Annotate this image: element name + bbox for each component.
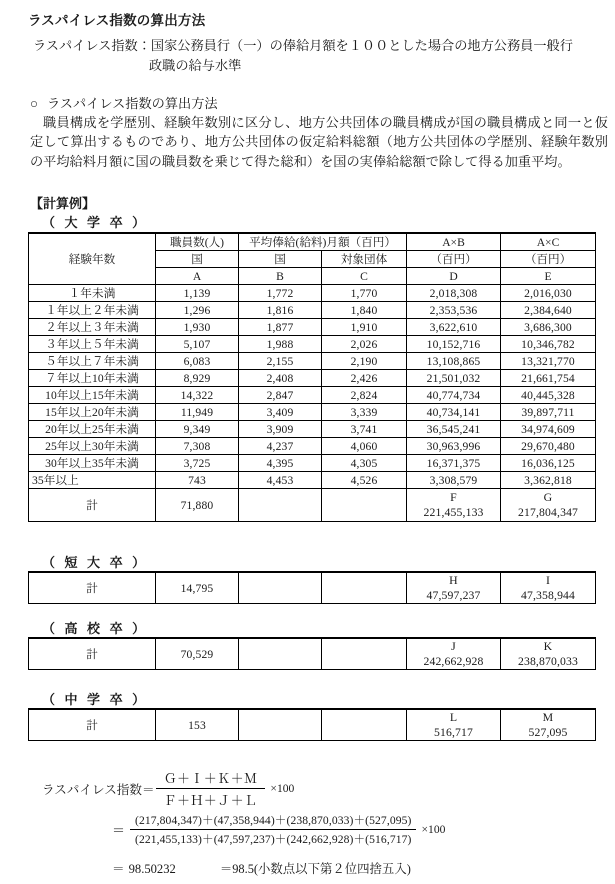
cell-e: 16,036,125 — [501, 455, 596, 472]
cell-c: 1,910 — [322, 319, 407, 336]
total-e-value: 527,095 — [528, 726, 568, 739]
cell-c: 2,190 — [322, 353, 407, 370]
cell-b: 4,395 — [239, 455, 322, 472]
cell-a: 7,308 — [156, 438, 239, 455]
total-d — [407, 572, 501, 604]
table-row — [29, 404, 596, 421]
cell-a: 9,349 — [156, 421, 239, 438]
header-col-a: A — [156, 268, 239, 285]
cell-e: 39,897,711 — [501, 404, 596, 421]
header-e-hyakuen: （百円） — [501, 251, 596, 268]
header-a-kuni: 国 — [156, 251, 239, 268]
group-label-junior-college: （ 短 大 卒 ） — [42, 556, 148, 571]
total-c-empty — [322, 572, 407, 604]
cell-e: 21,661,754 — [501, 370, 596, 387]
group-label-middle-school: （ 中 学 卒 ） — [42, 693, 148, 708]
cell-years: 25年以上30年未満 — [29, 438, 156, 455]
total-e-letter: I — [545, 573, 551, 587]
total-d-letter: H — [449, 573, 458, 587]
cell-a: 11,949 — [156, 404, 239, 421]
total-b-empty — [239, 489, 322, 522]
header-axc: A×C — [501, 233, 596, 251]
total-a: 153 — [156, 709, 239, 741]
cell-b: 1,816 — [239, 302, 322, 319]
table-university — [28, 232, 596, 522]
header-avg-salary: 平均俸給(給料)月額（百円） — [239, 233, 407, 251]
method-heading-text: ラスパイレス指数の算出方法 — [46, 96, 218, 111]
total-e — [501, 572, 596, 604]
cell-c: 1,770 — [322, 285, 407, 302]
cell-d: 21,501,032 — [407, 370, 501, 387]
table-row — [29, 387, 596, 404]
cell-d: 13,108,865 — [407, 353, 501, 370]
cell-years: １年以上２年未満 — [29, 302, 156, 319]
cell-c: 1,840 — [322, 302, 407, 319]
cell-a: 1,930 — [156, 319, 239, 336]
formula-fraction-symbols — [156, 768, 266, 809]
cell-b: 4,453 — [239, 472, 322, 489]
total-d — [407, 638, 501, 670]
table-row — [29, 336, 596, 353]
cell-b: 2,155 — [239, 353, 322, 370]
total-b-empty — [239, 572, 322, 604]
cell-d: 3,622,610 — [407, 319, 501, 336]
total-d-letter: F — [450, 490, 457, 504]
cell-e: 13,321,770 — [501, 353, 596, 370]
total-e-value: 47,358,944 — [520, 589, 576, 602]
total-label: 計 — [29, 572, 156, 604]
page-title: ラスパイレス指数の算出方法 — [28, 13, 206, 29]
cell-c: 2,824 — [322, 387, 407, 404]
total-b-empty — [239, 638, 322, 670]
table-row — [29, 370, 596, 387]
formula-denominator-symbols: Ｆ＋Ｈ＋Ｊ＋Ｌ — [163, 793, 258, 808]
cell-years: 10年以上15年未満 — [29, 387, 156, 404]
cell-c: 3,339 — [322, 404, 407, 421]
cell-b: 1,988 — [239, 336, 322, 353]
header-b-kuni: 国 — [239, 251, 322, 268]
bullet-circle-icon: ○ — [30, 96, 38, 111]
definition-line-2: 政職の給与水準 — [149, 58, 242, 73]
total-e-letter: G — [543, 490, 553, 504]
header-c-taisho: 対象団体 — [322, 251, 407, 268]
total-label: 計 — [29, 638, 156, 670]
cell-a: 14,322 — [156, 387, 239, 404]
cell-a: 3,725 — [156, 455, 239, 472]
cell-years: ２年以上３年未満 — [29, 319, 156, 336]
cell-e: 3,686,300 — [501, 319, 596, 336]
method-body-text: 職員構成を学歴別、経験年数別に区分し、地方公共団体の職員構成が国の職員構成と同一と仮定して算出するものであり、地方公共団体の仮定給料総額（地方公共団体の学歴別、経験年数別の平均給料月額に国の職員数を乗じて得た総和）を国の実俸給総額で除して得る加重平均。 — [30, 115, 608, 169]
cell-years: ３年以上５年未満 — [29, 336, 156, 353]
header-col-b: B — [239, 268, 322, 285]
cell-years: １年未満 — [29, 285, 156, 302]
table-junior-college — [28, 571, 596, 604]
result-rounded: ＝98.5(小数点以下第２位四捨五入) — [219, 862, 411, 876]
table-middle-school — [28, 708, 596, 741]
table-row — [29, 285, 596, 302]
cell-c: 4,060 — [322, 438, 407, 455]
total-d-value: 47,597,237 — [426, 589, 481, 602]
total-d — [407, 709, 501, 741]
formula-equals-sign: ＝ — [112, 823, 126, 838]
cell-a: 1,139 — [156, 285, 239, 302]
table-row — [29, 455, 596, 472]
total-c-empty — [322, 709, 407, 741]
cell-b: 3,909 — [239, 421, 322, 438]
cell-e: 2,384,640 — [501, 302, 596, 319]
total-e-letter: K — [543, 639, 553, 653]
header-staff-count: 職員数(人) — [156, 233, 239, 251]
total-label: 計 — [29, 489, 156, 522]
cell-b: 1,877 — [239, 319, 322, 336]
formula-numerator-values: (217,804,347)＋(47,358,944)＋(238,870,033)＋(527,095) — [130, 812, 416, 830]
group-label-high-school: （ 高 校 卒 ） — [42, 622, 148, 637]
header-col-d: D — [407, 268, 501, 285]
cell-d: 36,545,241 — [407, 421, 501, 438]
formula-fraction-values — [130, 812, 416, 847]
result-equals-sign: ＝ — [112, 862, 125, 876]
total-e-value: 238,870,033 — [517, 655, 579, 668]
method-heading — [30, 94, 218, 113]
cell-years: 30年以上35年未満 — [29, 455, 156, 472]
table-row — [29, 438, 596, 455]
total-label: 計 — [29, 709, 156, 741]
cell-c: 4,526 — [322, 472, 407, 489]
total-e — [501, 709, 596, 741]
cell-d: 2,018,308 — [407, 285, 501, 302]
cell-d: 30,963,996 — [407, 438, 501, 455]
total-e-letter: M — [542, 710, 554, 724]
cell-years: 15年以上20年未満 — [29, 404, 156, 421]
total-e-value: 217,804,347 — [517, 506, 579, 519]
cell-e: 29,670,480 — [501, 438, 596, 455]
cell-years: ５年以上７年未満 — [29, 353, 156, 370]
total-b-empty — [239, 709, 322, 741]
table-row — [29, 353, 596, 370]
total-d-value: 516,717 — [433, 726, 474, 739]
formula-times-100: ×100 — [270, 782, 295, 795]
cell-a: 5,107 — [156, 336, 239, 353]
definition-block — [33, 36, 605, 76]
total-d-value: 221,455,133 — [423, 506, 484, 519]
cell-c: 3,741 — [322, 421, 407, 438]
cell-e: 34,974,609 — [501, 421, 596, 438]
group-label-university: （ 大 学 卒 ） — [42, 216, 148, 231]
cell-d: 40,774,734 — [407, 387, 501, 404]
header-years: 経験年数 — [29, 233, 156, 285]
total-a: 70,529 — [156, 638, 239, 670]
cell-d: 3,308,579 — [407, 472, 501, 489]
header-d-hyakuen: （百円） — [407, 251, 501, 268]
formula-times-100-numeric: ×100 — [421, 823, 446, 836]
cell-a: 6,083 — [156, 353, 239, 370]
table-row — [29, 421, 596, 438]
formula-numeric — [112, 812, 445, 847]
formula-denominator-values: (221,455,133)＋(47,597,237)＋(242,662,928)＋(516,717) — [135, 833, 412, 846]
header-col-c: C — [322, 268, 407, 285]
formula-symbolic — [42, 768, 294, 809]
cell-d: 10,152,716 — [407, 336, 501, 353]
cell-c: 2,026 — [322, 336, 407, 353]
table-high-school — [28, 637, 596, 670]
total-d-value: 242,662,928 — [423, 655, 484, 668]
formula-lead-label: ラスパイレス指数＝ — [42, 783, 155, 797]
header-col-e: E — [501, 268, 596, 285]
total-d-letter: J — [451, 639, 456, 653]
cell-e: 40,445,328 — [501, 387, 596, 404]
cell-years: ７年以上10年未満 — [29, 370, 156, 387]
cell-years: 35年以上 — [29, 472, 156, 489]
cell-a: 8,929 — [156, 370, 239, 387]
cell-c: 4,305 — [322, 455, 407, 472]
cell-b: 4,237 — [239, 438, 322, 455]
table-row — [29, 319, 596, 336]
table-total-row — [29, 709, 596, 741]
cell-e: 2,016,030 — [501, 285, 596, 302]
result-value: 98.50232 — [128, 862, 176, 876]
cell-b: 2,847 — [239, 387, 322, 404]
total-a: 71,880 — [156, 489, 239, 522]
formula-result — [112, 858, 411, 877]
cell-c: 2,426 — [322, 370, 407, 387]
cell-d: 16,371,375 — [407, 455, 501, 472]
total-e — [501, 489, 596, 522]
cell-e: 3,362,818 — [501, 472, 596, 489]
total-d — [407, 489, 501, 522]
calc-example-label: 【計算例】 — [30, 197, 96, 212]
cell-b: 1,772 — [239, 285, 322, 302]
total-c-empty — [322, 638, 407, 670]
cell-years: 20年以上25年未満 — [29, 421, 156, 438]
total-c-empty — [322, 489, 407, 522]
definition-line-1: ラスパイレス指数：国家公務員行（一）の俸給月額を１００とした場合の地方公務員一般行 — [33, 38, 573, 53]
table-row — [29, 302, 596, 319]
table-total-row — [29, 489, 596, 522]
table-header-row-1 — [29, 233, 596, 251]
header-axb: A×B — [407, 233, 501, 251]
cell-d: 2,353,536 — [407, 302, 501, 319]
total-d-letter: L — [449, 710, 458, 724]
total-a: 14,795 — [156, 572, 239, 604]
cell-d: 40,734,141 — [407, 404, 501, 421]
table-total-row — [29, 572, 596, 604]
cell-a: 743 — [156, 472, 239, 489]
cell-a: 1,296 — [156, 302, 239, 319]
table-total-row — [29, 638, 596, 670]
total-e — [501, 638, 596, 670]
cell-b: 3,409 — [239, 404, 322, 421]
cell-e: 10,346,782 — [501, 336, 596, 353]
formula-numerator-symbols: Ｇ＋Ｉ＋Ｋ＋Ｍ — [156, 768, 266, 789]
table-row — [29, 472, 596, 489]
cell-b: 2,408 — [239, 370, 322, 387]
